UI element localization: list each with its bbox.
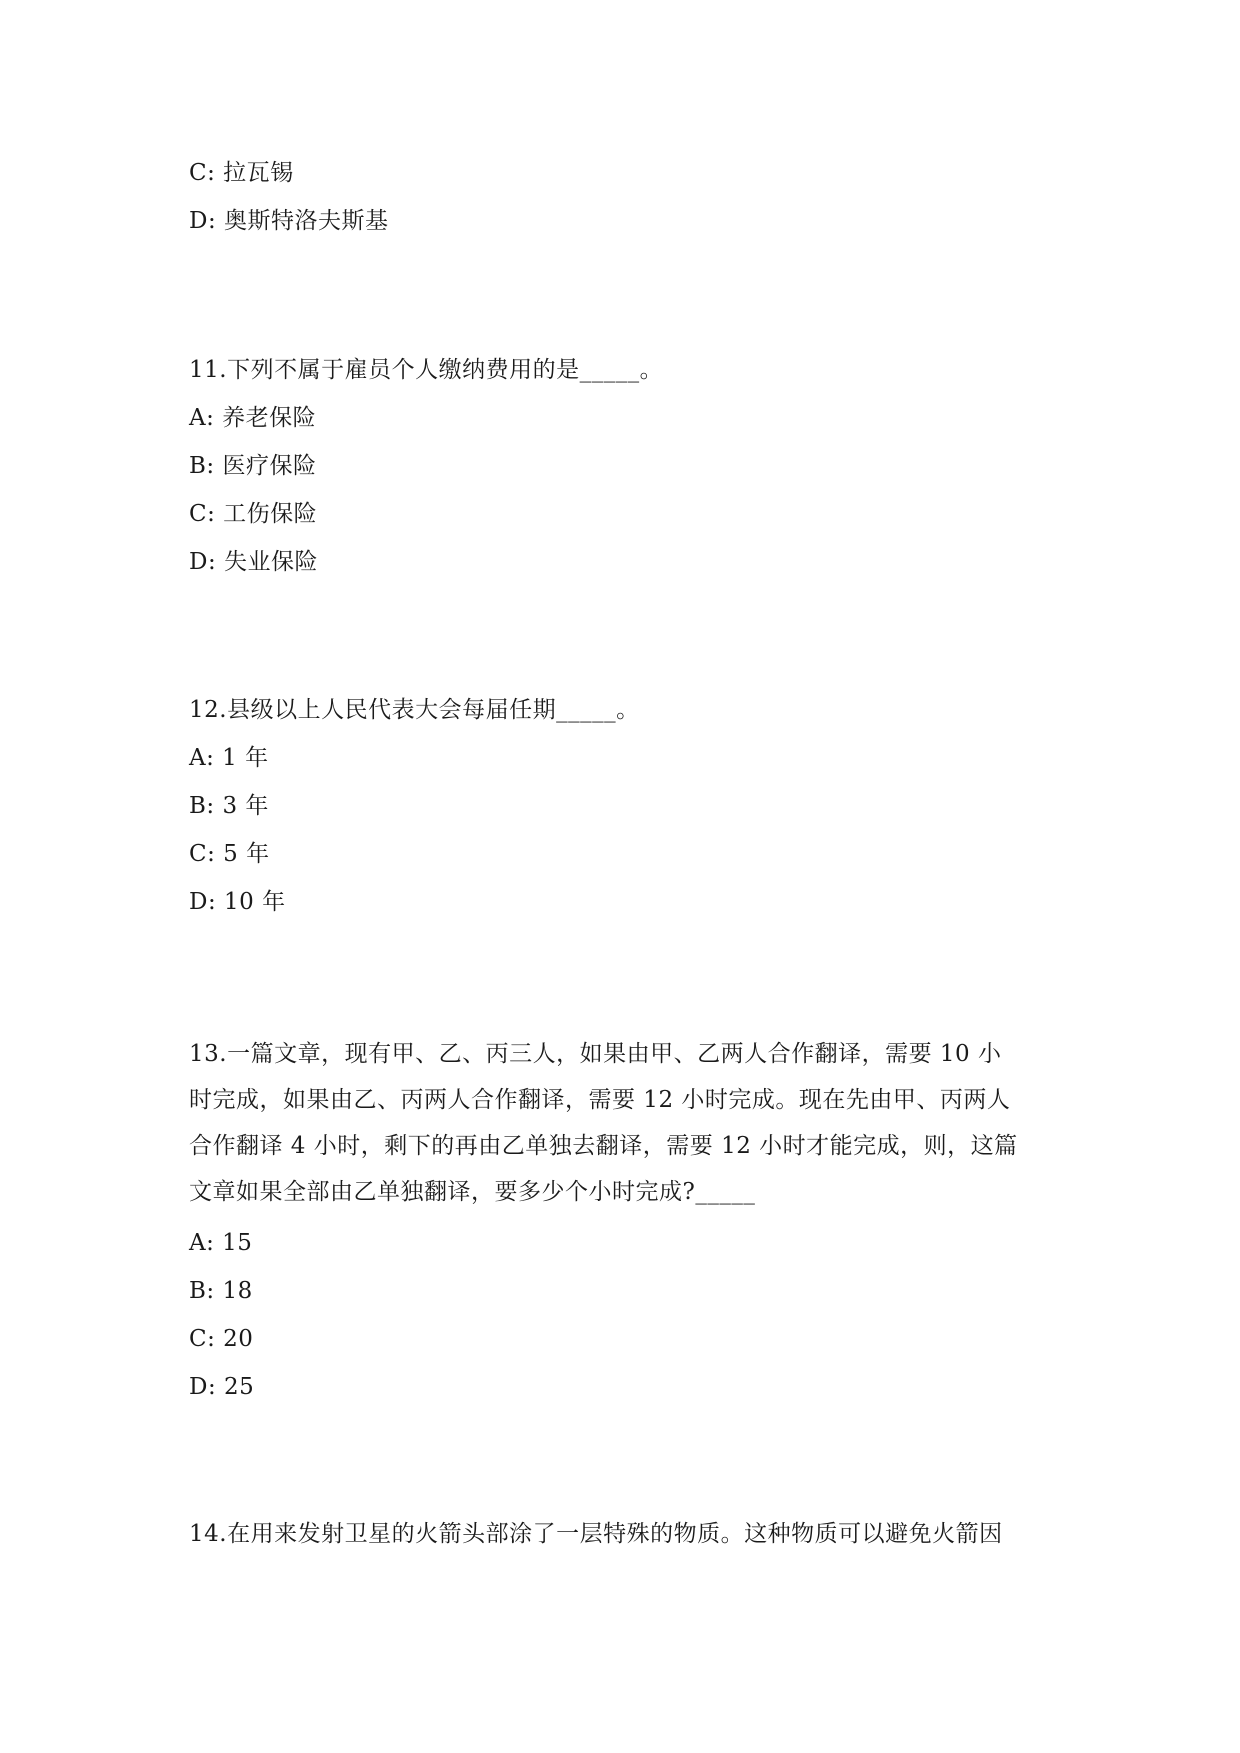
- question-11-option-b: B: 医疗保险: [189, 453, 317, 479]
- question-11-option-c: C: 工伤保险: [189, 501, 318, 527]
- option-d-prev: D: 奥斯特洛夫斯基: [189, 208, 389, 234]
- question-12-option-a: A: 1 年: [189, 745, 269, 771]
- question-11-stem: 11.下列不属于雇员个人缴纳费用的是_____。: [189, 357, 664, 383]
- question-13-option-a: A: 15: [189, 1230, 253, 1256]
- question-13-option-d: D: 25: [189, 1374, 255, 1400]
- question-13-stem-line: 时完成，如果由乙、丙两人合作翻译，需要 12 小时完成。现在先由甲、丙两人: [189, 1087, 1011, 1113]
- question-11-option-a: A: 养老保险: [189, 405, 317, 431]
- question-13-option-c: C: 20: [189, 1326, 254, 1352]
- option-c-prev: C: 拉瓦锡: [189, 160, 294, 186]
- question-13-option-b: B: 18: [189, 1278, 253, 1304]
- question-11-option-d: D: 失业保险: [189, 549, 319, 575]
- question-13-stem-line: 文章如果全部由乙单独翻译，要多少个小时完成?_____: [189, 1179, 756, 1205]
- question-13-stem-line: 合作翻译 4 小时，剩下的再由乙单独去翻译，需要 12 小时才能完成，则，这篇: [189, 1133, 1018, 1159]
- question-12-option-b: B: 3 年: [189, 793, 269, 819]
- question-13-stem: [189, 1031, 1059, 1215]
- question-12-stem: 12.县级以上人民代表大会每届任期_____。: [189, 697, 640, 723]
- question-12-option-d: D: 10 年: [189, 889, 286, 915]
- question-12-option-c: C: 5 年: [189, 841, 270, 867]
- question-14-stem: 14.在用来发射卫星的火箭头部涂了一层特殊的物质。这种物质可以避免火箭因: [189, 1521, 1003, 1547]
- question-13-stem-line: 13.一篇文章，现有甲、乙、丙三人，如果由甲、乙两人合作翻译，需要 10 小: [189, 1041, 1002, 1067]
